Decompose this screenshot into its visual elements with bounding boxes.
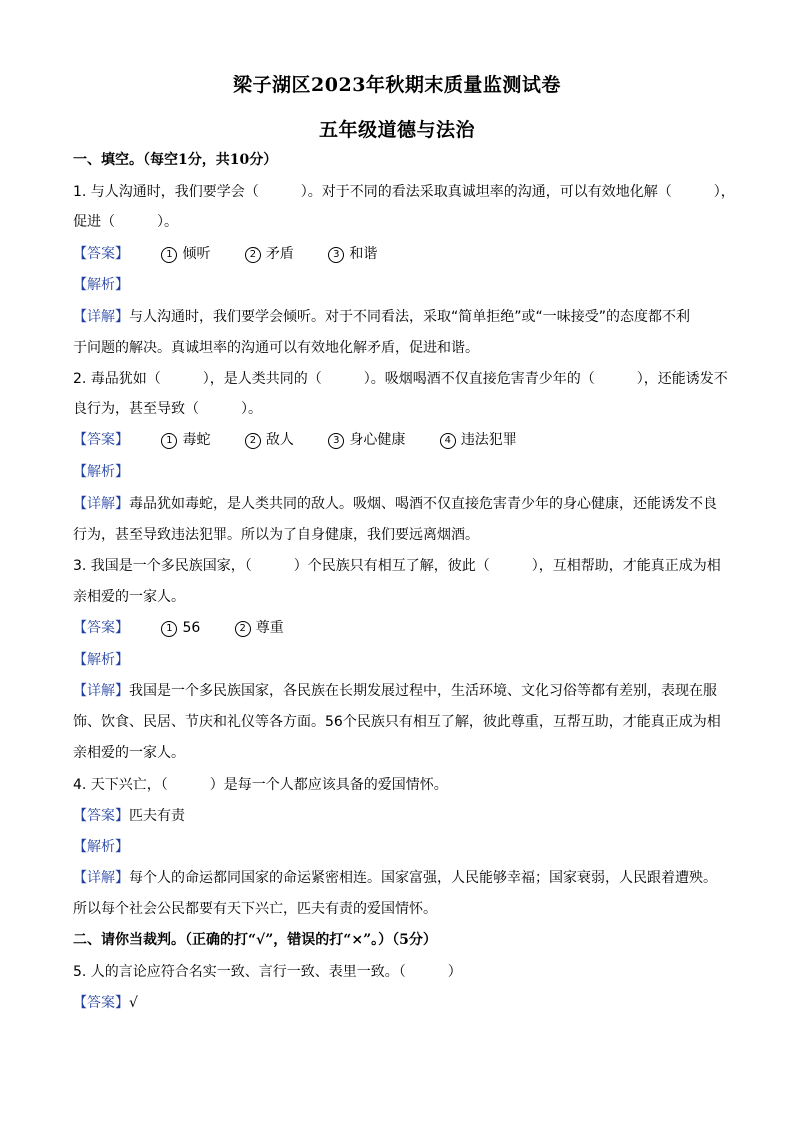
q2-answer-3: 3 身心健康 [328,430,405,450]
q4-answer: 【答案】匹夫有责 [73,808,185,824]
q1-answer-2: 2 矛盾 [245,244,294,264]
q3-answer-2: 2 尊重 [235,618,284,638]
marker-1: 1 [161,247,177,263]
q1-answer-3: 3 和谐 [328,244,377,264]
q2-answer-4: 4 违法犯罪 [440,430,517,450]
q3-line2: 亲相爱的一家人。 [73,589,185,605]
q3-answer-1: 1 56 [161,618,200,638]
exam-subtitle: 五年级道德与法治 [318,119,475,141]
section-1-heading: 一、填空。（每空1分，共10分） [73,152,278,168]
q3-line1: 3. 我国是一个多民族国家，（ ）个民族只有相互了解，彼此（ ），互相帮助，才能真正成为相 [73,558,721,574]
q4-detail-1: 【详解】每个人的命运都同国家的命运紧密相连。国家富强，人民能够幸福；国家衰弱，人民跟着遭殃。 [73,870,717,886]
q3-analysis: 【解析】 [73,652,129,668]
q3-detail-3: 亲相爱的一家人。 [73,745,185,761]
q2-line1: 2. 毒品犹如（ ），是人类共同的（ ）。吸烟喝酒不仅直接危害青少年的（ ），还能诱发不 [73,371,728,387]
q2-answer: 【答案】 1 毒蛇 2 敌人 3 身心健康 4 违法犯罪 [73,432,517,448]
q3-detail-2: 饰、饮食、民居、节庆和礼仪等各方面。56个民族只有相互了解，彼此尊重，互帮互助，才能真正成为相 [73,714,721,730]
q1-answer-1: 1 倾听 [161,244,210,264]
q1-analysis: 【解析】 [73,277,129,293]
q1-line2: 促进（ ）。 [73,214,178,230]
q2-detail-1: 【详解】毒品犹如毒蛇，是人类共同的敌人。吸烟、喝酒不仅直接危害青少年的身心健康，还能诱发不良 [73,496,717,512]
q5-answer: 【答案】√ [73,995,138,1011]
q4-analysis: 【解析】 [73,839,129,855]
q4-line1: 4. 天下兴亡，（ ）是每一个人都应该具备的爱国情怀。 [73,777,448,793]
marker-2: 2 [245,247,261,263]
q1-answer [73,244,407,264]
section-2-heading: 二、请你当裁判。（正确的打“√”，错误的打“×”。）（5分） [73,932,437,948]
answer-tag: 【答案】 [73,246,129,262]
q5-line1: 5. 人的言论应符合名实一致、言行一致、表里一致。（ ） [73,964,462,980]
q2-detail-2: 行为，甚至导致违法犯罪。所以为了自身健康，我们要远离烟酒。 [73,527,479,543]
q2-analysis: 【解析】 [73,464,129,480]
q2-answer-2: 2 敌人 [245,430,294,450]
q2-answer-1: 1 毒蛇 [161,430,210,450]
marker-3: 3 [328,247,344,263]
q1-detail-2: 于问题的解决。真诚坦率的沟通可以有效地化解矛盾，促进和谐。 [73,340,479,356]
q1-line1: 1. 与人沟通时，我们要学会（ ）。对于不同的看法采取真诚坦率的沟通，可以有效地化解（ ）， [73,184,735,200]
q1-detail-1: 【详解】与人沟通时，我们要学会倾听。对于不同看法，采取“简单拒绝”或“一味接受”的态度都不利 [73,309,691,325]
q2-line2: 良行为，甚至导致（ ）。 [73,401,262,417]
exam-title: 梁子湖区2023年秋期末质量监测试卷 [233,74,561,96]
q3-detail-1: 【详解】我国是一个多民族国家，各民族在长期发展过程中，生活环境、文化习俗等都有差别，表现在服 [73,683,717,699]
q3-answer: 【答案】 1 56 2 尊重 [73,620,284,636]
q4-detail-2: 所以每个社会公民都要有天下兴亡，匹夫有责的爱国情怀。 [73,901,437,917]
